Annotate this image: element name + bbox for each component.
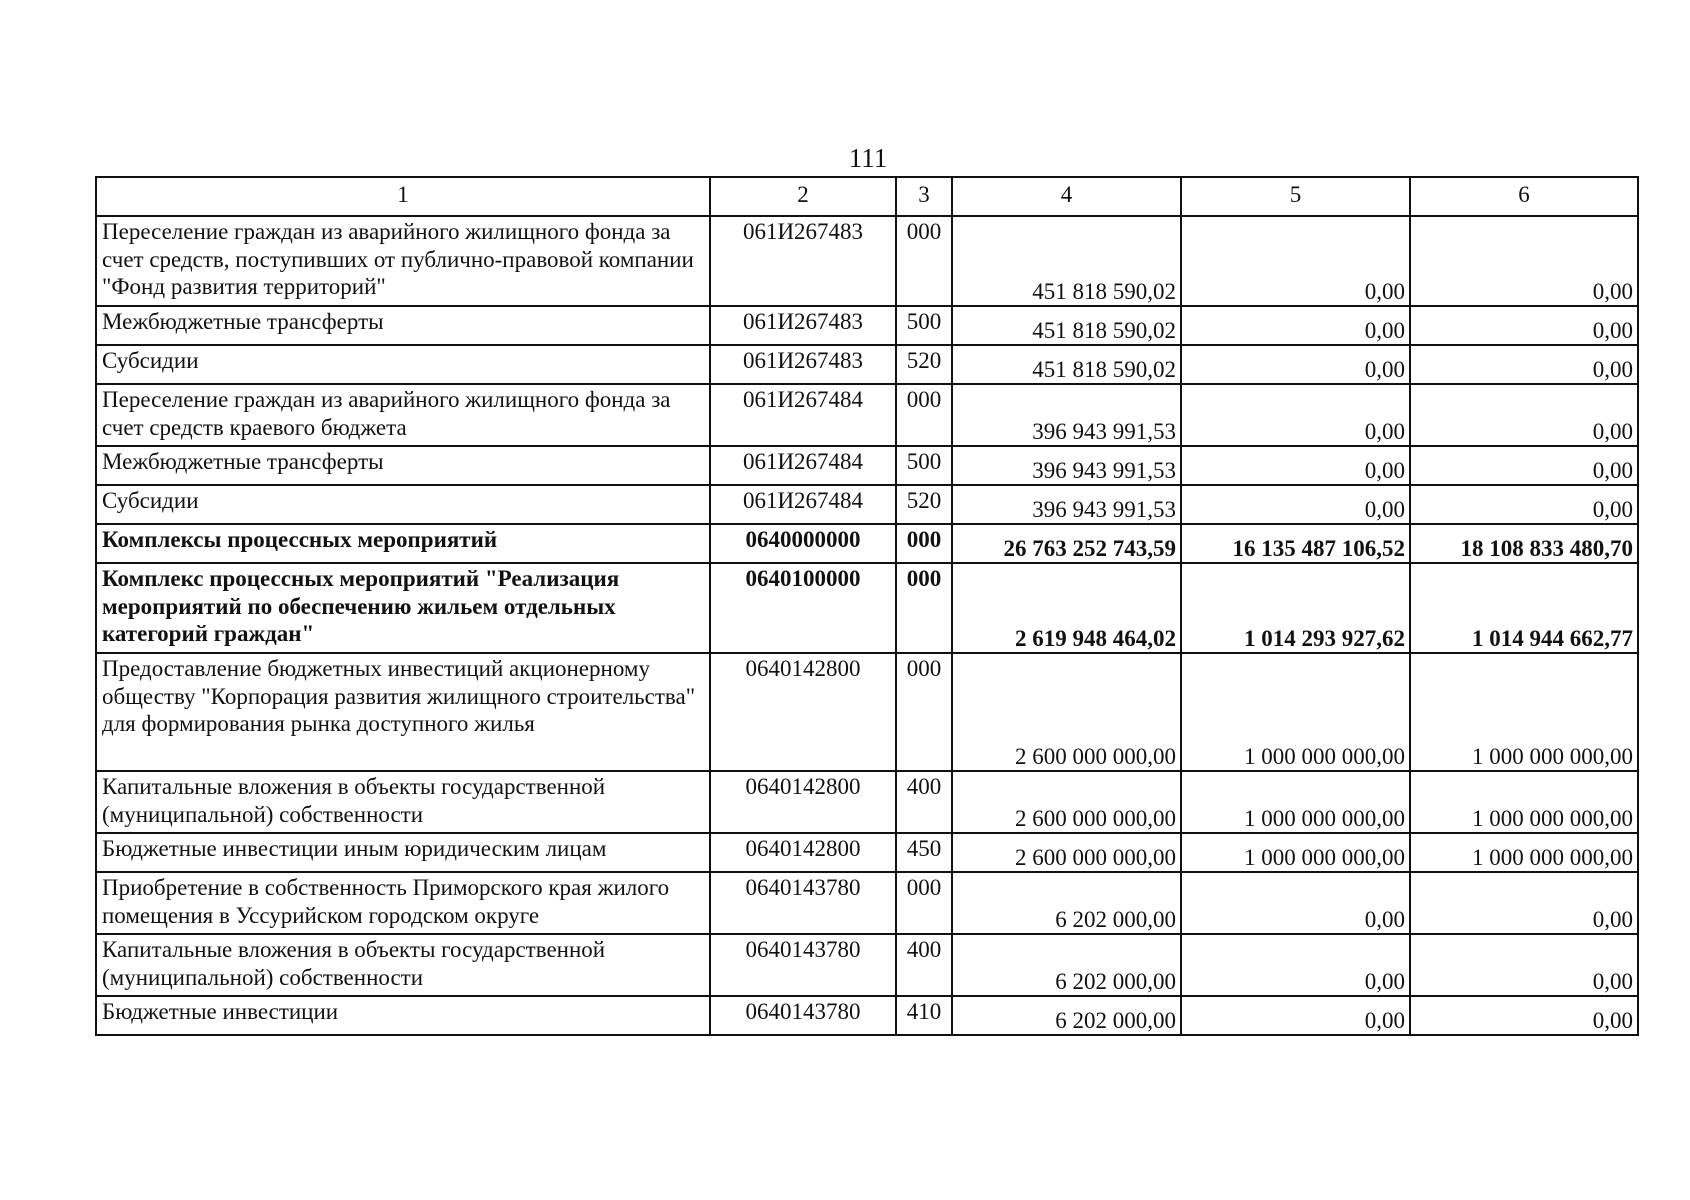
row-value-col6: 1 000 000 000,00 [1410, 653, 1638, 771]
row-name: Межбюджетные трансферты [96, 306, 710, 345]
table-row [96, 485, 1638, 524]
page-number: 111 [848, 143, 888, 173]
table-header-row [96, 177, 1638, 216]
row-value-col5: 0,00 [1181, 446, 1410, 485]
table-row [96, 934, 1638, 996]
row-code: 0640142800 [710, 653, 896, 771]
table-row [96, 833, 1638, 872]
row-value-col4: 2 600 000 000,00 [952, 833, 1181, 872]
row-value-col4: 6 202 000,00 [952, 934, 1181, 996]
table-row-subtotal [96, 563, 1638, 653]
column-header: 3 [896, 177, 952, 216]
row-name: Межбюджетные трансферты [96, 446, 710, 485]
row-value-col5: 0,00 [1181, 384, 1410, 446]
table-row-subtotal [96, 524, 1638, 563]
row-code: 061И267484 [710, 446, 896, 485]
row-value-col4: 451 818 590,02 [952, 216, 1181, 306]
row-value-col5: 0,00 [1181, 216, 1410, 306]
row-name: Комплекс процессных мероприятий "Реализация мероприятий по обеспечению жильем отдельных категорий граждан" [96, 563, 710, 653]
row-expense-type: 500 [896, 306, 952, 345]
row-value-col5: 1 000 000 000,00 [1181, 833, 1410, 872]
row-value-col5: 0,00 [1181, 872, 1410, 934]
row-value-col5: 0,00 [1181, 345, 1410, 384]
row-expense-type: 000 [896, 384, 952, 446]
row-value-col5: 1 000 000 000,00 [1181, 771, 1410, 833]
row-value-col6: 0,00 [1410, 345, 1638, 384]
row-value-col4: 396 943 991,53 [952, 384, 1181, 446]
row-name: Приобретение в собственность Приморского края жилого помещения в Уссурийском городском округе [96, 872, 710, 934]
table-row [96, 996, 1638, 1035]
column-header: 1 [96, 177, 710, 216]
row-code: 061И267484 [710, 485, 896, 524]
row-value-col4: 2 600 000 000,00 [952, 771, 1181, 833]
row-value-col4: 396 943 991,53 [952, 446, 1181, 485]
row-code: 0640143780 [710, 872, 896, 934]
row-name: Комплексы процессных мероприятий [96, 524, 710, 563]
row-name: Предоставление бюджетных инвестиций акционерному обществу "Корпорация развития жилищного строительства" для формирования рынка доступного жилья [96, 653, 710, 771]
table-row [96, 446, 1638, 485]
column-header: 4 [952, 177, 1181, 216]
row-value-col6: 0,00 [1410, 996, 1638, 1035]
row-expense-type: 400 [896, 771, 952, 833]
row-expense-type: 000 [896, 524, 952, 563]
row-name: Капитальные вложения в объекты государственной (муниципальной) собственности [96, 934, 710, 996]
row-value-col6: 0,00 [1410, 216, 1638, 306]
row-expense-type: 000 [896, 563, 952, 653]
row-code: 0640143780 [710, 996, 896, 1035]
row-expense-type: 000 [896, 872, 952, 934]
table-row [96, 384, 1638, 446]
row-value-col5: 16 135 487 106,52 [1181, 524, 1410, 563]
row-value-col4: 6 202 000,00 [952, 996, 1181, 1035]
row-expense-type: 400 [896, 934, 952, 996]
row-code: 061И267483 [710, 345, 896, 384]
row-value-col6: 0,00 [1410, 384, 1638, 446]
row-expense-type: 000 [896, 653, 952, 771]
row-expense-type: 520 [896, 485, 952, 524]
row-code: 0640000000 [710, 524, 896, 563]
row-value-col5: 0,00 [1181, 996, 1410, 1035]
table-row [96, 345, 1638, 384]
row-value-col4: 26 763 252 743,59 [952, 524, 1181, 563]
table-row [96, 216, 1638, 306]
column-header: 5 [1181, 177, 1410, 216]
row-name: Капитальные вложения в объекты государственной (муниципальной) собственности [96, 771, 710, 833]
row-expense-type: 500 [896, 446, 952, 485]
table-row [96, 306, 1638, 345]
row-value-col5: 0,00 [1181, 934, 1410, 996]
row-name: Субсидии [96, 345, 710, 384]
row-name: Переселение граждан из аварийного жилищного фонда за счет средств, поступивших от публично-правовой компании "Фонд развития территорий" [96, 216, 710, 306]
row-value-col5: 1 000 000 000,00 [1181, 653, 1410, 771]
row-value-col4: 2 619 948 464,02 [952, 563, 1181, 653]
row-value-col6: 0,00 [1410, 872, 1638, 934]
column-header: 6 [1410, 177, 1638, 216]
row-code: 061И267483 [710, 216, 896, 306]
row-value-col6: 1 014 944 662,77 [1410, 563, 1638, 653]
row-expense-type: 520 [896, 345, 952, 384]
column-header: 2 [710, 177, 896, 216]
row-name: Бюджетные инвестиции [96, 996, 710, 1035]
table-row [96, 653, 1638, 771]
row-code: 0640100000 [710, 563, 896, 653]
row-value-col4: 6 202 000,00 [952, 872, 1181, 934]
row-value-col4: 451 818 590,02 [952, 345, 1181, 384]
row-value-col5: 0,00 [1181, 306, 1410, 345]
row-code: 0640142800 [710, 833, 896, 872]
row-value-col6: 0,00 [1410, 485, 1638, 524]
row-value-col6: 0,00 [1410, 934, 1638, 996]
row-value-col5: 1 014 293 927,62 [1181, 563, 1410, 653]
table-row [96, 872, 1638, 934]
row-code: 0640143780 [710, 934, 896, 996]
budget-table [95, 176, 1639, 1036]
row-value-col6: 0,00 [1410, 446, 1638, 485]
row-value-col5: 0,00 [1181, 485, 1410, 524]
row-value-col6: 0,00 [1410, 306, 1638, 345]
row-code: 061И267484 [710, 384, 896, 446]
row-name: Переселение граждан из аварийного жилищного фонда за счет средств краевого бюджета [96, 384, 710, 446]
row-value-col6: 18 108 833 480,70 [1410, 524, 1638, 563]
row-name: Бюджетные инвестиции иным юридическим лицам [96, 833, 710, 872]
table-row [96, 771, 1638, 833]
row-value-col4: 451 818 590,02 [952, 306, 1181, 345]
row-value-col6: 1 000 000 000,00 [1410, 771, 1638, 833]
row-value-col6: 1 000 000 000,00 [1410, 833, 1638, 872]
row-code: 0640142800 [710, 771, 896, 833]
row-expense-type: 000 [896, 216, 952, 306]
row-value-col4: 2 600 000 000,00 [952, 653, 1181, 771]
row-code: 061И267483 [710, 306, 896, 345]
row-expense-type: 450 [896, 833, 952, 872]
row-value-col4: 396 943 991,53 [952, 485, 1181, 524]
row-expense-type: 410 [896, 996, 952, 1035]
row-name: Субсидии [96, 485, 710, 524]
